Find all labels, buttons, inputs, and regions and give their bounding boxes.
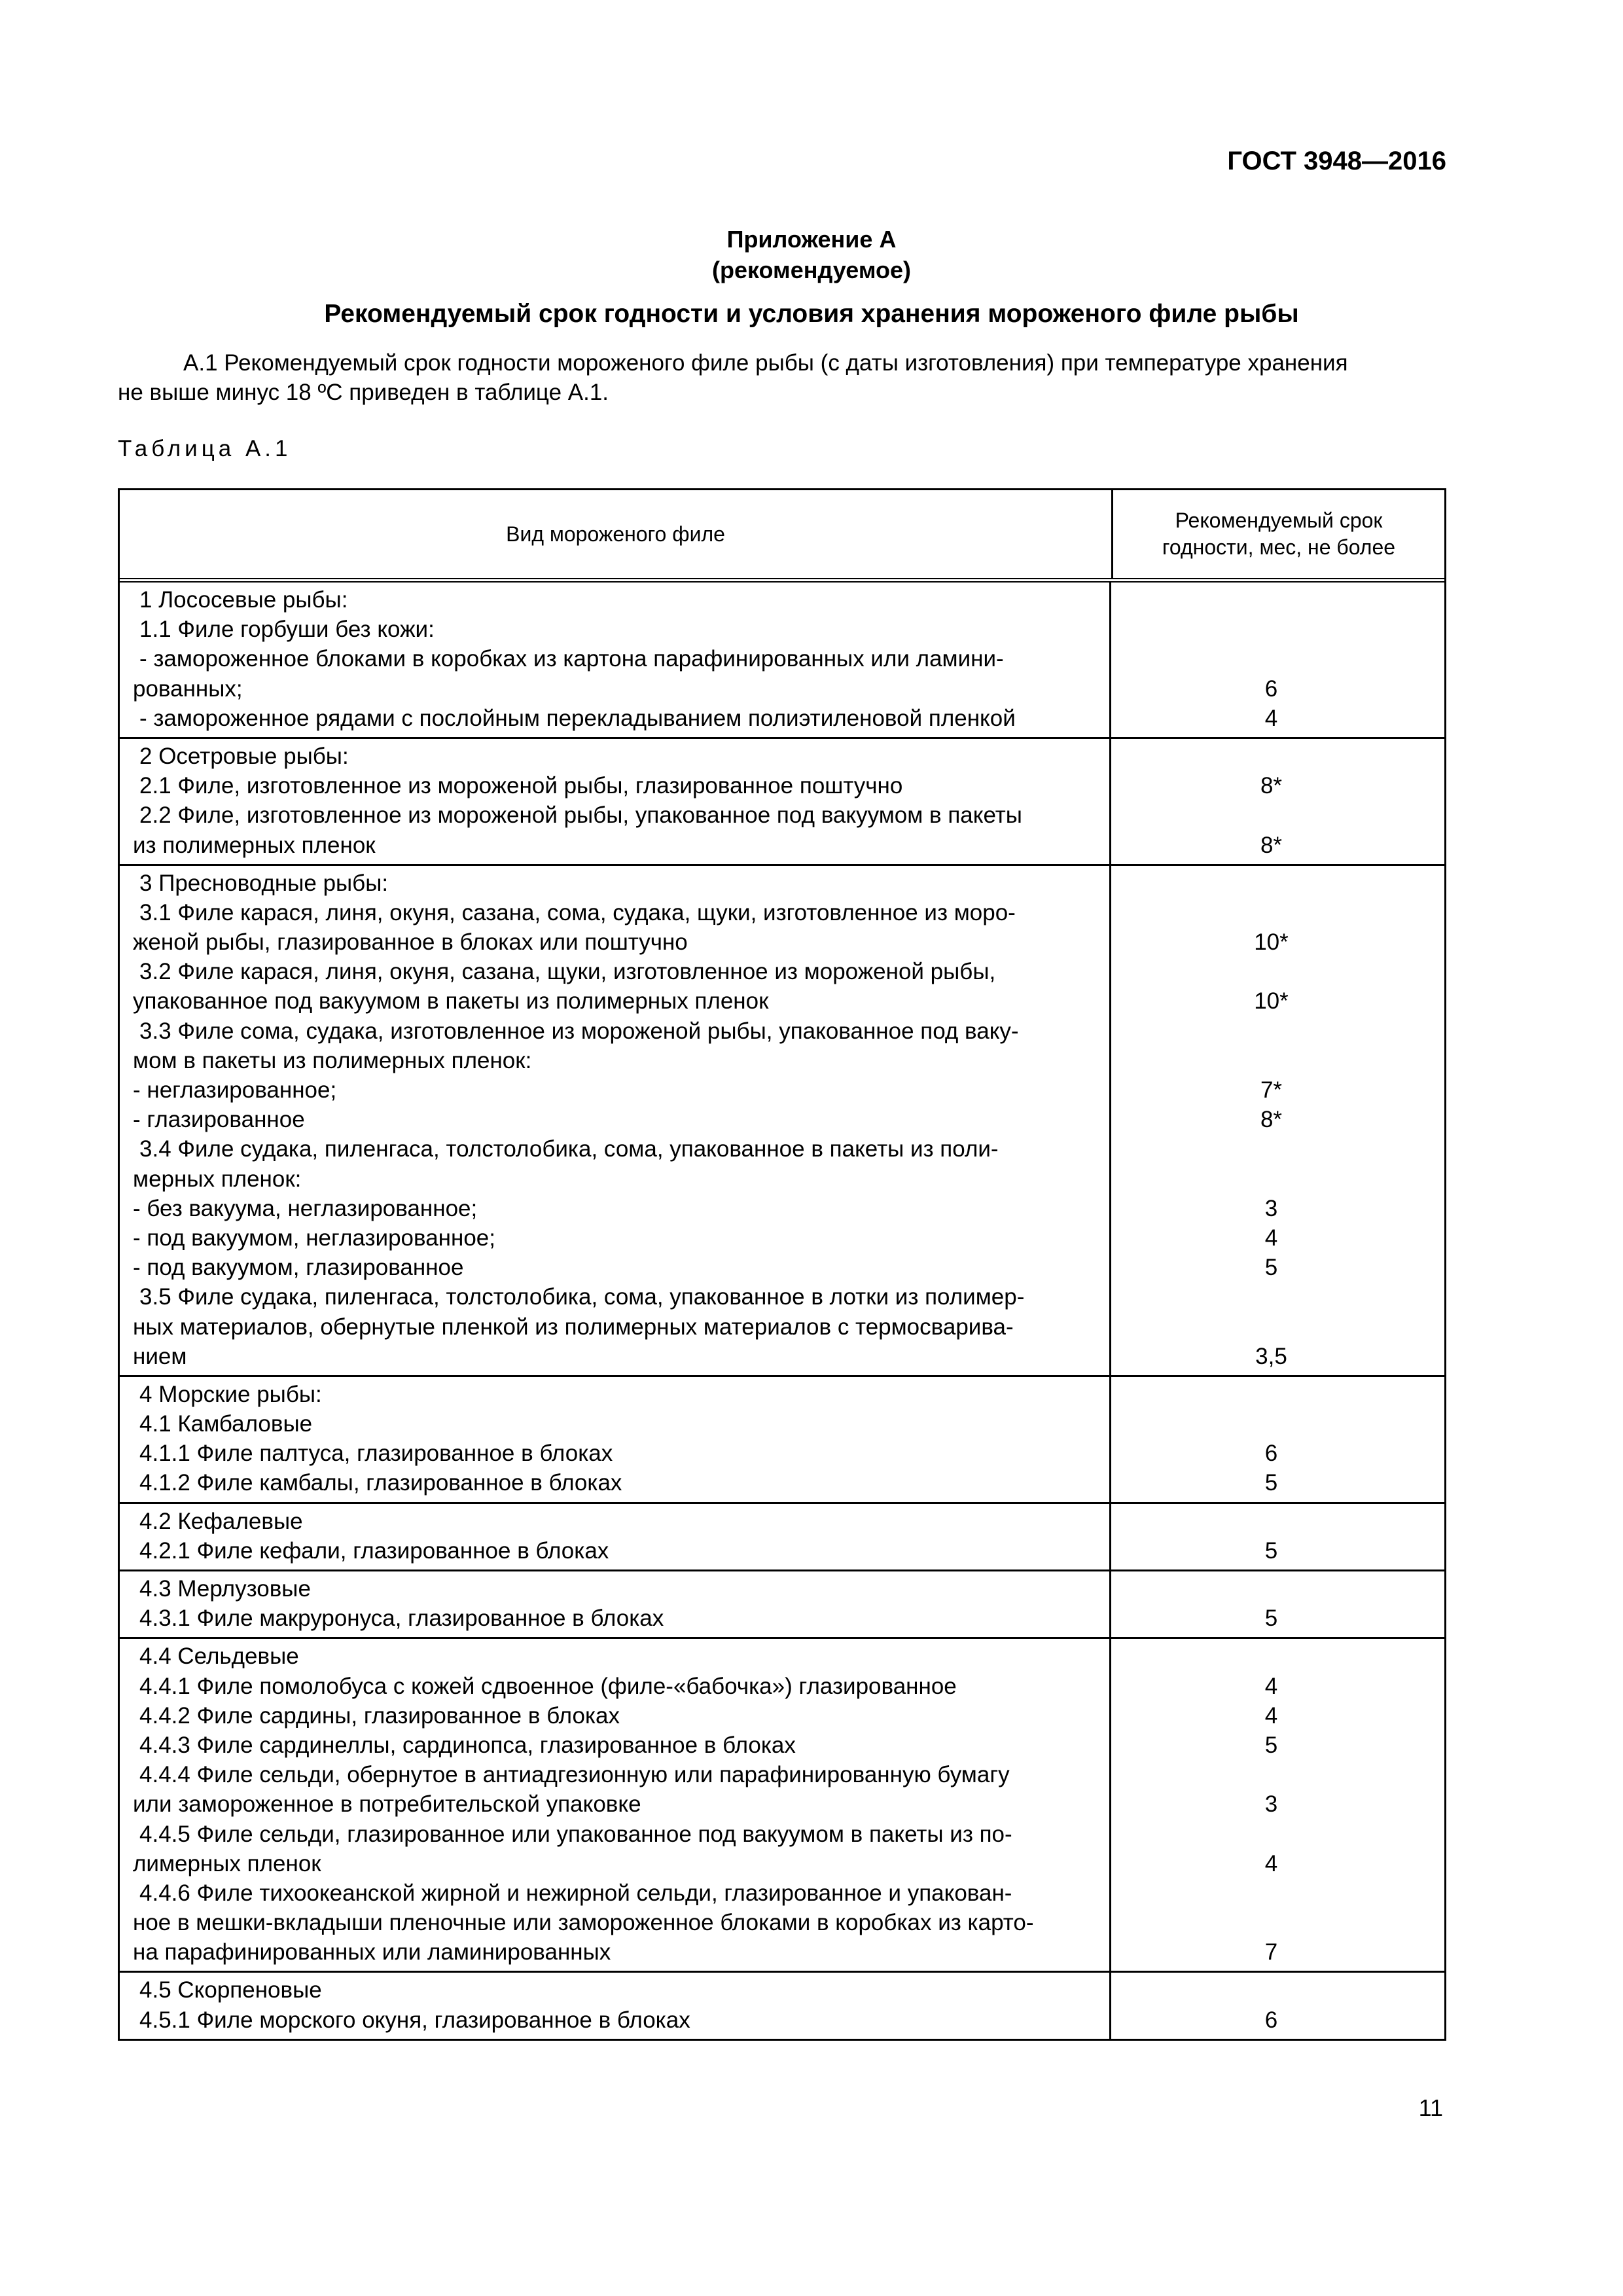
fillet-type-cell — [120, 739, 1111, 864]
intro-line-2: не выше минус 18 ºС приведен в таблице А.1. — [118, 380, 609, 405]
table-row — [120, 1502, 1444, 1570]
shelf-life-value — [1111, 1820, 1444, 1849]
fillet-type-line: 3.5 Филе судака, пиленгаса, толстолобика, сома, упакованное в лотки из полимер- — [139, 1284, 1025, 1310]
fillet-type-line: 3.3 Филе сома, судака, изготовленное из мороженой рыбы, упакованное под ваку- — [139, 1018, 1019, 1044]
fillet-type-line: - под вакуумом, неглазированное; — [133, 1225, 495, 1251]
fillet-type-line: - без вакуума, неглазированное; — [133, 1195, 478, 1221]
shelf-life-value: 4 — [1264, 1702, 1278, 1729]
fillet-type-line: 4 Морские рыбы: — [139, 1381, 322, 1407]
table-body — [120, 583, 1444, 2039]
shelf-life-value — [1111, 957, 1444, 986]
fillet-type-line: упакованное под вакуумом в пакеты из полимерных пленок — [133, 988, 769, 1014]
fillet-type-line: 3 Пресноводные рыбы: — [139, 870, 389, 896]
shelf-life-value — [1111, 1016, 1444, 1046]
shelf-life-cell — [1111, 1377, 1444, 1502]
fillet-type-line: 4.4.5 Филе сельди, глазированное или упакованное под вакуумом в пакеты из по- — [139, 1821, 1012, 1847]
fillet-type-line: 4.1.1 Филе палтуса, глазированное в блоках — [139, 1441, 613, 1467]
fillet-type-line: 3.1 Филе карася, линя, окуня, сазана, сома, судака, щуки, изготовленное из моро- — [139, 899, 1016, 925]
shelf-life-value — [1111, 1878, 1444, 1908]
fillet-type-cell — [120, 583, 1111, 737]
fillet-type-line: на парафинированных или ламинированных — [133, 1939, 611, 1965]
fillet-type-line: - неглазированное; — [133, 1077, 337, 1103]
shelf-life-value: 3 — [1264, 1195, 1278, 1221]
shelf-life-cell — [1111, 866, 1444, 1375]
shelf-life-cell — [1111, 1504, 1444, 1570]
shelf-life-value: 5 — [1264, 1605, 1278, 1632]
fillet-type-line: 4.4.4 Филе сельди, обернутое в антиадгезионную или парафинированную бумагу — [139, 1762, 1010, 1788]
shelf-life-value: 3,5 — [1255, 1343, 1287, 1369]
fillet-type-line: рованных; — [133, 675, 243, 702]
fillet-type-line: - замороженное блоками в коробках из картона парафинированных или ламини- — [139, 646, 1004, 672]
shelf-life-value: 8* — [1260, 1107, 1283, 1133]
shelf-life-value: 5 — [1264, 1732, 1278, 1758]
shelf-life-value — [1111, 1409, 1444, 1439]
shelf-life-value: 10* — [1254, 929, 1289, 956]
fillet-type-line: 1 Лососевые рыбы: — [139, 587, 348, 613]
fillet-type-line: ное в мешки-вкладыши пленочные или замороженное блоками в коробках из карто- — [133, 1910, 1034, 1936]
shelf-life-cell — [1111, 1571, 1444, 1637]
table-row — [120, 583, 1444, 737]
table-row — [120, 1637, 1444, 1971]
shelf-life-cell — [1111, 1973, 1444, 2038]
fillet-type-cell — [120, 1639, 1111, 1971]
fillet-type-line: - под вакуумом, глазированное — [133, 1255, 464, 1281]
header-shelf-life-line-2: годности, мес, не более — [1162, 535, 1396, 559]
table-label: Таблица А.1 — [118, 436, 292, 461]
intro-line-1: А.1 Рекомендуемый срок годности мороженого филе рыбы (с даты изготовления) при температуре хранения — [183, 350, 1348, 376]
fillet-type-line: 2.2 Филе, изготовленное из мороженой рыбы, упакованное под вакуумом в пакеты — [139, 802, 1022, 829]
appendix-type: (рекомендуемое) — [712, 257, 911, 283]
fillet-type-line: 4.2 Кефалевые — [139, 1508, 303, 1534]
fillet-type-line: 3.2 Филе карася, линя, окуня, сазана, щуки, изготовленное из мороженой рыбы, — [139, 959, 996, 985]
shelf-life-value: 8* — [1260, 832, 1283, 858]
shelf-life-table — [118, 488, 1446, 2041]
shelf-life-value — [1111, 742, 1444, 771]
fillet-type-line: 4.3 Мерлузовые — [139, 1576, 311, 1602]
fillet-type-line: нием — [133, 1343, 187, 1369]
fillet-type-line: женой рыбы, глазированное в блоках или поштучно — [133, 929, 688, 956]
header-shelf-life — [1113, 490, 1444, 578]
fillet-type-cell — [120, 1504, 1111, 1570]
shelf-life-value: 10* — [1254, 988, 1289, 1014]
fillet-type-line: - замороженное рядами с послойным перекладыванием полиэтиленовой пленкой — [139, 705, 1016, 731]
shelf-life-value: 7 — [1264, 1939, 1278, 1965]
fillet-type-line: ных материалов, обернутые пленкой из полимерных материалов с термосварива- — [133, 1314, 1014, 1340]
fillet-type-line: 2 Осетровые рыбы: — [139, 743, 349, 769]
shelf-life-value — [1111, 1046, 1444, 1075]
fillet-type-line: 4.1 Камбаловые — [139, 1411, 313, 1437]
fillet-type-line: 4.4.6 Филе тихоокеанской жирной и нежирной сельди, глазированное и упакован- — [139, 1880, 1012, 1906]
shelf-life-cell — [1111, 739, 1444, 864]
fillet-type-cell — [120, 1973, 1111, 2038]
shelf-life-value — [1111, 1507, 1444, 1536]
shelf-life-value — [1111, 1312, 1444, 1342]
fillet-type-line: 4.4 Сельдевые — [139, 1643, 299, 1670]
appendix-label: Приложение А — [726, 226, 897, 253]
shelf-life-value — [1111, 1641, 1444, 1671]
fillet-type-line: лимерных пленок — [133, 1850, 321, 1876]
fillet-type-line: мом в пакеты из полимерных пленок: — [133, 1047, 532, 1073]
intro-paragraph — [118, 348, 1446, 407]
shelf-life-value: 4 — [1264, 1225, 1278, 1251]
shelf-life-value: 4 — [1264, 1850, 1278, 1876]
shelf-life-cell — [1111, 583, 1444, 737]
page-number: 11 — [1418, 2094, 1443, 2121]
shelf-life-cell — [1111, 1639, 1444, 1971]
shelf-life-value — [1111, 898, 1444, 927]
shelf-life-value — [1111, 1908, 1444, 1937]
fillet-type-line: 4.2.1 Филе кефали, глазированное в блоках — [139, 1537, 609, 1564]
fillet-type-line: из полимерных пленок — [133, 832, 376, 858]
fillet-type-line: 4.1.2 Филе камбалы, глазированное в блоках — [139, 1470, 622, 1496]
fillet-type-line: 4.5 Скорпеновые — [139, 1977, 322, 2003]
shelf-life-value: 7* — [1260, 1077, 1283, 1103]
shelf-life-value: 6 — [1264, 675, 1278, 702]
shelf-life-value: 6 — [1264, 2007, 1278, 2033]
shelf-life-value: 5 — [1264, 1537, 1278, 1564]
table-row — [120, 737, 1444, 864]
shelf-life-value — [1111, 1760, 1444, 1789]
appendix-heading — [0, 224, 1623, 285]
shelf-life-value: 5 — [1264, 1470, 1278, 1496]
shelf-life-value — [1111, 644, 1444, 673]
table-row — [120, 1570, 1444, 1637]
fillet-type-line: 4.5.1 Филе морского окуня, глазированное в блоках — [139, 2007, 690, 2033]
fillet-type-line: - глазированное — [133, 1107, 305, 1133]
shelf-life-value: 5 — [1264, 1255, 1278, 1281]
fillet-type-line: 4.4.1 Филе помолобуса с кожей сдвоенное (филе-«бабочка») глазированное — [139, 1673, 957, 1699]
shelf-life-value: 3 — [1264, 1791, 1278, 1818]
table-header — [120, 490, 1444, 583]
shelf-life-value: 8* — [1260, 773, 1283, 799]
fillet-type-line: 3.4 Филе судака, пиленгаса, толстолобика, сома, упакованное в пакеты из поли- — [139, 1136, 999, 1162]
shelf-life-value — [1111, 1380, 1444, 1409]
shelf-life-value — [1111, 1134, 1444, 1164]
fillet-type-line: 2.1 Филе, изготовленное из мороженой рыбы, глазированное поштучно — [139, 773, 903, 799]
shelf-life-value: 6 — [1264, 1441, 1278, 1467]
shelf-life-value — [1111, 800, 1444, 830]
header-shelf-life-line-1: Рекомендуемый срок — [1175, 509, 1383, 532]
shelf-life-value — [1111, 1164, 1444, 1194]
table-row — [120, 1971, 1444, 2038]
fillet-type-line: 4.3.1 Филе макруронуса, глазированное в блоках — [139, 1605, 664, 1632]
table-row — [120, 1375, 1444, 1502]
fillet-type-line: мерных пленок: — [133, 1166, 302, 1192]
section-title: Рекомендуемый срок годности и условия хранения мороженого филе рыбы — [324, 300, 1299, 328]
fillet-type-line: или замороженное в потребительской упаковке — [133, 1791, 641, 1818]
shelf-life-value — [1111, 1975, 1444, 2005]
table-row — [120, 864, 1444, 1375]
shelf-life-value — [1111, 1574, 1444, 1604]
fillet-type-line: 4.4.2 Филе сардины, глазированное в блоках — [139, 1702, 620, 1729]
fillet-type-cell — [120, 1571, 1111, 1637]
document-code: ГОСТ 3948—2016 — [1227, 147, 1446, 175]
shelf-life-value — [1111, 869, 1444, 898]
fillet-type-cell — [120, 1377, 1111, 1502]
shelf-life-value — [1111, 1282, 1444, 1312]
shelf-life-value: 4 — [1264, 1673, 1278, 1699]
shelf-life-value — [1111, 615, 1444, 644]
fillet-type-line: 4.4.3 Филе сардинеллы, сардинопса, глазированное в блоках — [139, 1732, 796, 1758]
shelf-life-value: 4 — [1264, 705, 1278, 731]
fillet-type-cell — [120, 866, 1111, 1375]
header-fillet-type: Вид мороженого филе — [120, 490, 1113, 578]
fillet-type-line: 1.1 Филе горбуши без кожи: — [139, 617, 435, 643]
shelf-life-value — [1111, 585, 1444, 615]
